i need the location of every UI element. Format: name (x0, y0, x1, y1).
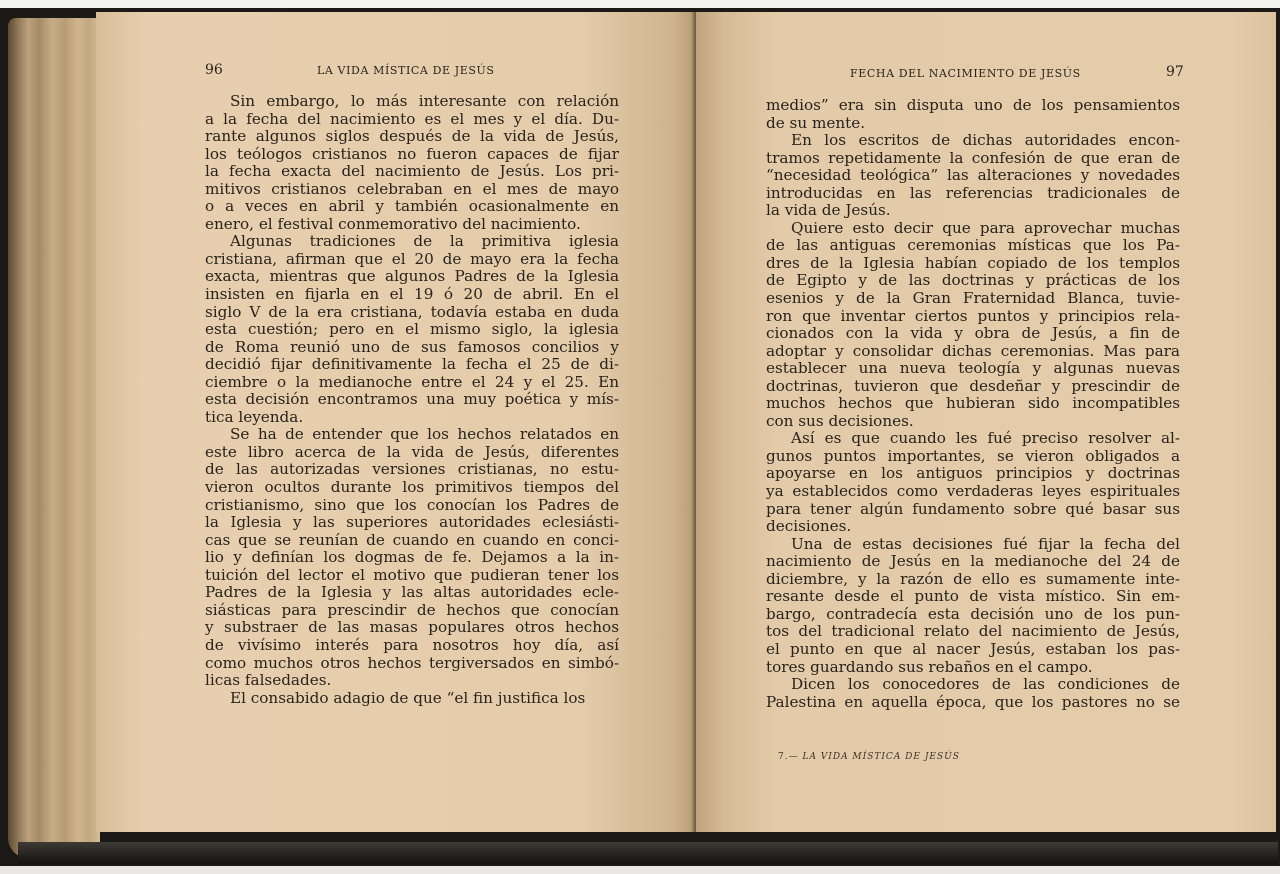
text-line: El consabido adagio de que “el fin justifica los (230, 688, 586, 707)
text-line: de Roma reunió uno de sus famosos concilios y (205, 337, 619, 356)
text-line: tuición del lector el motivo que pudieran tener los (205, 565, 619, 584)
page-signature-footer (778, 752, 960, 762)
text-line: cristianismo, sino que los conocían los Padres de (205, 495, 619, 514)
text-line: Una de estas decisiones fué fijar la fecha del (791, 534, 1180, 553)
text-line: cas que se reunían de cuando en cuando en conci- (205, 530, 619, 549)
scan-border-top (0, 0, 1280, 8)
text-line: ron que inventar ciertos puntos y principios rela- (766, 306, 1180, 325)
text-line: decidió fijar definitivamente la fecha el 25 de di- (205, 355, 619, 374)
text-line: insisten en fijarla en el 19 ó 20 de abril. En el (205, 285, 619, 304)
page-number-left: 96 (205, 62, 223, 78)
text-line: En los escritos de dichas autoridades encon- (791, 131, 1180, 150)
text-line: establecer una nueva teología y algunas nuevas (766, 359, 1180, 378)
text-line: como muchos otros hechos tergiversados en simbó- (205, 653, 619, 672)
text-line: diciembre, y la razón de ello es sumamente inte- (766, 569, 1180, 588)
text-line: rante algunos siglos después de la vida de Jesús, (205, 127, 619, 146)
running-header-left: LA VIDA MÍSTICA DE JESÚS (317, 64, 495, 77)
text-line: o a veces en abril y también ocasionalmente en (205, 197, 619, 216)
text-line: los teólogos cristianos no fueron capaces de fijar (205, 144, 619, 163)
text-line: mitivos cristianos celebraban en el mes de mayo (205, 179, 619, 198)
text-line: muchos hechos que hubieran sido incompatibles (766, 394, 1180, 413)
text-line: Sin embargo, lo más interesante con relación (230, 92, 619, 110)
text-line: Quiere esto decir que para aprovechar muchas (791, 218, 1180, 237)
left-page (96, 12, 696, 832)
text-line: Así es que cuando les fué preciso resolver al- (791, 429, 1180, 448)
text-line: a la fecha del nacimiento es el mes y el día. Du- (205, 109, 619, 128)
text-line: Padres de la Iglesia y las altas autoridades ecle- (205, 583, 619, 602)
right-page (696, 12, 1276, 832)
text-line: tramos repetidamente la confesión de que eran de (766, 148, 1180, 167)
stacked-page-edges (8, 18, 100, 858)
text-line: el punto en que al nacer Jesús, estaban los pas- (766, 639, 1180, 658)
text-line: la fecha exacta del nacimiento de Jesús. Los pri- (205, 162, 619, 181)
text-line: enero, el festival conmemorativo del nacimiento. (205, 214, 581, 233)
text-line: Dicen los conocedores de las condiciones de (791, 675, 1180, 694)
text-line: de su mente. (766, 113, 866, 132)
left-page-body (205, 93, 619, 707)
right-page-body (766, 97, 1180, 711)
text-line: de vivísimo interés para nosotros hoy día, así (205, 635, 619, 654)
signature-dash: — (788, 752, 799, 762)
scan-border-bottom (0, 866, 1280, 874)
text-line: tica leyenda. (205, 407, 304, 426)
text-line: doctrinas, tuvieron que desdeñar y prescindir de (766, 376, 1180, 395)
text-line: siásticas para prescindir de hechos que conocían (205, 600, 619, 619)
text-line: siglo V de la era cristiana, todavía estaba en duda (205, 302, 619, 321)
text-line: de Egipto y de las doctrinas y prácticas de los (766, 271, 1180, 290)
text-line: esta cuestión; pero en el mismo siglo, la iglesia (205, 320, 619, 339)
text-line: la vida de Jesús. (766, 201, 891, 220)
text-line: gunos puntos importantes, se vieron obligados a (766, 446, 1180, 465)
text-line: medios” era sin disputa uno de los pensamientos (766, 96, 1180, 114)
text-line: licas falsedades. (205, 671, 332, 690)
text-line: cristiana, afirman que el 20 de mayo era la fecha (205, 249, 619, 268)
text-line: nacimiento de Jesús en la medianoche del 24 de (766, 552, 1180, 571)
text-line: “necesidad teológica” las alteraciones y novedades (766, 166, 1180, 185)
text-line: bargo, contradecía esta decisión uno de los pun- (766, 604, 1180, 623)
text-line: decisiones. (766, 517, 852, 536)
text-line: Algunas tradiciones de la primitiva iglesia (230, 232, 619, 251)
text-line: y substraer de las masas populares otros hechos (205, 618, 619, 637)
running-header-right: FECHA DEL NACIMIENTO DE JESÚS (850, 67, 1081, 80)
text-line: esta decisión encontramos una muy poética y mís- (205, 390, 619, 409)
text-line: de las autorizadas versiones cristianas, no estu- (205, 460, 619, 479)
page-number-right: 97 (1166, 64, 1184, 80)
text-line: vieron ocultos durante los primitivos tiempos del (205, 478, 619, 497)
text-line: tores guardando sus rebaños en el campo. (766, 657, 1093, 676)
text-line: la Iglesia y las superiores autoridades eclesiásti- (205, 513, 619, 532)
text-line: lio y definían los dogmas de fe. Dejamos a la in- (205, 548, 619, 567)
text-line: de las antiguas ceremonias místicas que los Pa- (766, 236, 1180, 255)
signature-title: LA VIDA MÍSTICA DE JESÚS (802, 752, 960, 762)
signature-number: 7. (778, 752, 789, 762)
text-line: ya establecidos como verdaderas leyes espirituales (766, 482, 1180, 501)
text-line: resante desde el punto de vista místico. Sin em- (766, 587, 1180, 606)
text-line: cionados con la vida y obra de Jesús, a fin de (766, 324, 1180, 343)
book-cover-edge (18, 842, 1278, 864)
text-line: este libro acerca de la vida de Jesús, diferentes (205, 442, 619, 461)
text-line: tos del tradicional relato del nacimiento de Jesús, (766, 622, 1180, 641)
text-line: para tener algún fundamento sobre qué basar sus (766, 499, 1180, 518)
text-line: exacta, mientras que algunos Padres de la Iglesia (205, 267, 619, 286)
text-line: introducidas en las referencias tradicionales de (766, 183, 1180, 202)
text-line: apoyarse en los antiguos principios y doctrinas (766, 464, 1180, 483)
text-line: dres de la Iglesia habían copiado de los templos (766, 253, 1180, 272)
text-line: adoptar y consolidar dichas ceremonias. Mas para (766, 341, 1180, 360)
text-line: ciembre o la medianoche entre el 24 y el 25. En (205, 372, 619, 391)
text-line: esenios y de la Gran Fraternidad Blanca, tuvie- (766, 289, 1180, 308)
text-line: con sus decisiones. (766, 411, 914, 430)
text-line: Se ha de entender que los hechos relatados en (230, 425, 619, 444)
text-line: Palestina en aquella época, que los pastores no se (766, 692, 1180, 711)
